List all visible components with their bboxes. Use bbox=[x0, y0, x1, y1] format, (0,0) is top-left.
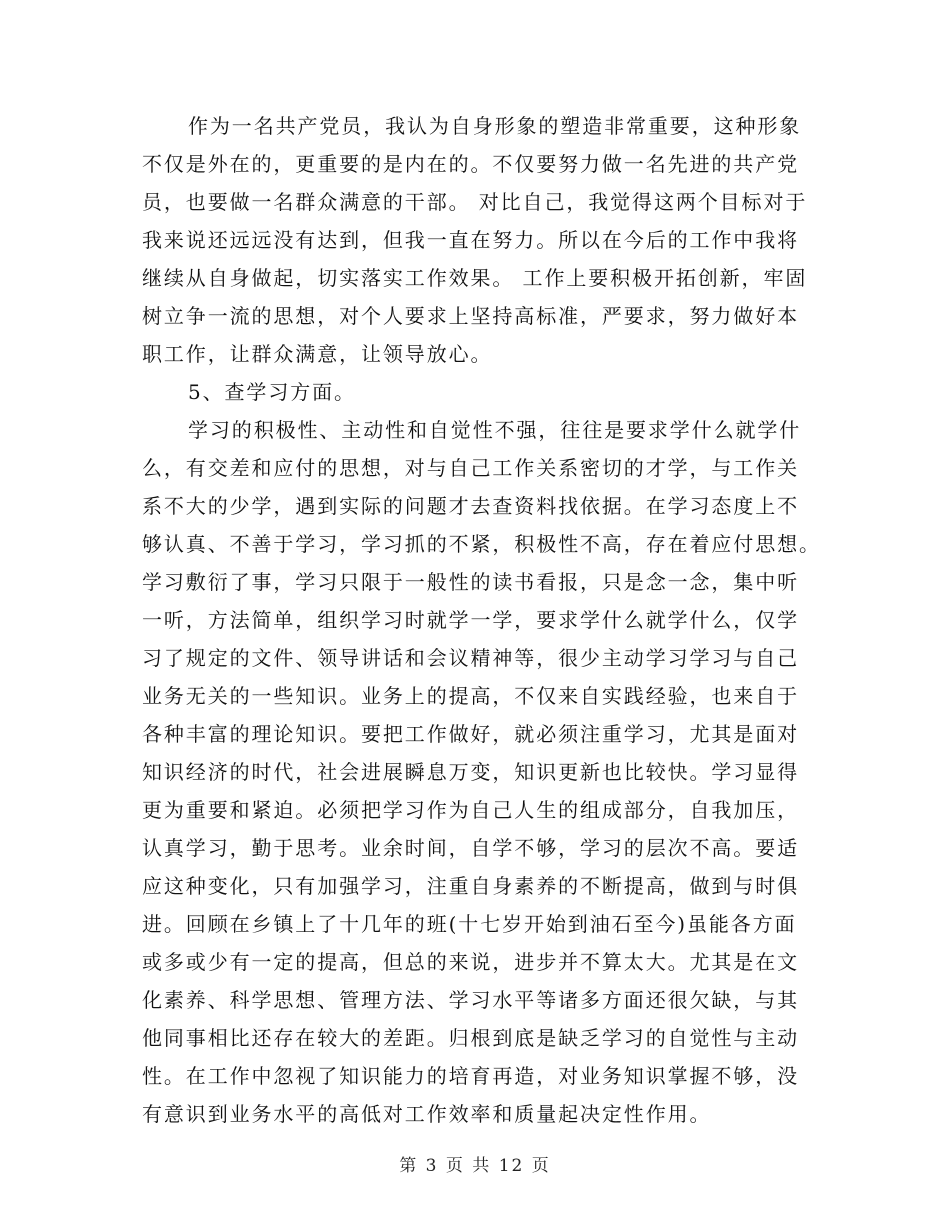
text-line: 学习敷衍了事，学习只限于一般性的读书看报，只是念一念，集中听 bbox=[142, 570, 799, 594]
text-line: 职工作，让群众满意，让领导放心。 bbox=[142, 342, 493, 366]
text-line: 认真学习，勤于思考。业余时间，自学不够，学习的层次不高。要适 bbox=[142, 836, 799, 860]
text-line: 我来说还远远没有达到，但我一直在努力。所以在今后的工作中我将 bbox=[142, 228, 799, 252]
text-line: 么，有交差和应付的思想，对与自己工作关系密切的才学，与工作关 bbox=[142, 456, 799, 480]
text-line: 不仅是外在的，更重要的是内在的。不仅要努力做一名先进的共产党 bbox=[142, 152, 799, 176]
text-line: 树立争一流的思想，对个人要求上坚持高标准，严要求，努力做好本 bbox=[142, 304, 799, 328]
page-number: 3 bbox=[425, 1156, 439, 1176]
text-line: 化素养、科学思想、管理方法、学习水平等诸多方面还很欠缺，与其 bbox=[142, 988, 799, 1012]
text-line: 业务无关的一些知识。业务上的提高，不仅来自实践经验，也来自于 bbox=[142, 684, 799, 708]
text-line: 知识经济的时代，社会进展瞬息万变，知识更新也比较快。学习显得 bbox=[142, 760, 799, 784]
footer-middle: 页 共 bbox=[445, 1156, 492, 1176]
text-line: 够认真、不善于学习，学习抓的不紧，积极性不高，存在着应付思想。 bbox=[142, 532, 821, 556]
text-line: 应这种变化，只有加强学习，注重自身素养的不断提高，做到与时俱 bbox=[142, 874, 799, 898]
section-heading: 5、查学习方面。 bbox=[188, 380, 356, 404]
total-pages: 12 bbox=[498, 1156, 525, 1176]
text-line: 学习的积极性、主动性和自觉性不强，往往是要求学什么就学什 bbox=[188, 418, 802, 442]
page-footer bbox=[0, 1151, 950, 1176]
text-line: 员，也要做一名群众满意的干部。 对比自己，我觉得这两个目标对于 bbox=[142, 190, 808, 214]
footer-prefix: 第 bbox=[399, 1156, 419, 1176]
text-line: 性。在工作中忽视了知识能力的培育再造，对业务知识掌握不够，没 bbox=[142, 1064, 799, 1088]
footer-suffix: 页 bbox=[531, 1156, 551, 1176]
text-line: 各种丰富的理论知识。要把工作做好，就必须注重学习，尤其是面对 bbox=[142, 722, 799, 746]
text-line: 进。回顾在乡镇上了十几年的班(十七岁开始到油石至今)虽能各方面 bbox=[142, 912, 797, 936]
text-line: 一听，方法简单，组织学习时就学一学，要求学什么就学什么，仅学 bbox=[142, 608, 799, 632]
text-line: 或多或少有一定的提高，但总的来说，进步并不算太大。尤其是在文 bbox=[142, 950, 799, 974]
text-line: 他同事相比还存在较大的差距。归根到底是缺乏学习的自觉性与主动 bbox=[142, 1026, 799, 1050]
text-line: 系不大的少学，遇到实际的问题才去查资料找依据。在学习态度上不 bbox=[142, 494, 799, 518]
text-line: 有意识到业务水平的高低对工作效率和质量起决定性作用。 bbox=[142, 1102, 712, 1126]
text-line: 更为重要和紧迫。必须把学习作为自己人生的组成部分，自我加压， bbox=[142, 798, 799, 822]
text-line: 习了规定的文件、领导讲话和会议精神等，很少主动学习学习与自己 bbox=[142, 646, 799, 670]
text-line: 作为一名共产党员，我认为自身形象的塑造非常重要，这种形象 bbox=[188, 114, 802, 138]
text-line: 继续从自身做起，切实落实工作效果。 工作上要积极开拓创新，牢固 bbox=[142, 266, 808, 290]
